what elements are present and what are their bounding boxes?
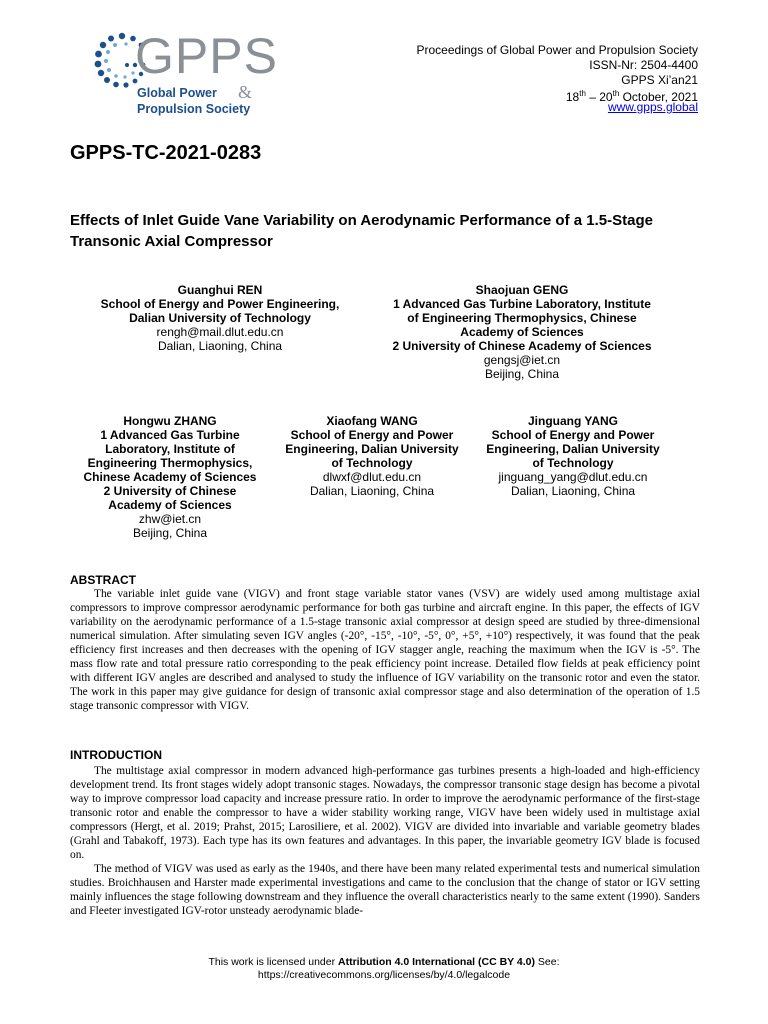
gpps-logo bbox=[92, 28, 278, 120]
author-affiliation-line: Laboratory, Institute of bbox=[105, 442, 235, 456]
author-affiliation-line: 2 University of Chinese Academy of Sciences bbox=[392, 339, 652, 353]
license-url: https://creativecommons.org/licenses/by/4.0/legalcode bbox=[257, 969, 511, 981]
author-affiliation-line: School of Energy and Power bbox=[290, 428, 454, 442]
abstract-body bbox=[70, 587, 700, 713]
paper-id: GPPS-TC-2021-0283 bbox=[70, 142, 262, 164]
author-affiliation-line: Dalian University of Technology bbox=[129, 311, 311, 325]
author-name: Shaojuan GENG bbox=[475, 283, 569, 297]
header-issn: ISSN-Nr: 2504-4400 bbox=[589, 58, 698, 72]
author-affiliation-line: School of Energy and Power bbox=[491, 428, 655, 442]
author-name: Xiaofang WANG bbox=[326, 414, 418, 428]
author-email: gengsj@iet.cn bbox=[483, 353, 561, 367]
author-affiliation-line: School of Energy and Power Engineering, bbox=[100, 297, 340, 311]
author-location: Beijing, China bbox=[484, 367, 560, 381]
license-name: Attribution 4.0 International (CC BY 4.0) bbox=[338, 956, 536, 968]
author-location: Beijing, China bbox=[132, 526, 208, 540]
author-affiliation-line: Engineering, Dalian University bbox=[486, 442, 660, 456]
logo-line1: Global Power bbox=[137, 86, 217, 100]
introduction-body bbox=[70, 764, 700, 918]
author-affiliation-line: 1 Advanced Gas Turbine Laboratory, Institute bbox=[393, 297, 651, 311]
logo-ampersand: & bbox=[238, 82, 253, 102]
introduction-heading: INTRODUCTION bbox=[70, 748, 162, 762]
author-name: Hongwu ZHANG bbox=[123, 414, 217, 428]
author-name: Guanghui REN bbox=[177, 283, 263, 297]
header-date: 18th – 20th October, 2021 bbox=[565, 89, 698, 104]
author-email: dlwxf@dlut.edu.cn bbox=[322, 470, 422, 484]
author-wang bbox=[272, 414, 472, 498]
abstract-text: The variable inlet guide vane (VIGV) and front stage variable stator vanes (VSV) are widely used among multistage axial compressors to improve compressor aerodynamic performance for both gas turbine and aircraft engine. In this paper, the effects of IGV variability on the aerodynamic performance of a 1.5-stage transonic axial compressor at design speed are studied by three-dimensional numerical simulation. After simulating seven IGV angles (-20°, -15°, -10°, -5°, 0°, +5°, +10°) respectively, it was found that the peak efficiency first increases and then decreases with the opening of IGV stagger angle, reaching the maximum when the IGV is -5°. The mass flow rate and total pressure ratio corresponding to the peak efficiency point increase. Detailed flow fields at peak efficiency point with different IGV angles are described and analysed to study the influence of IGV variability on the transonic rotor and even the stator. The work in this paper may give guidance for design of transonic axial compressor stage and also determination of the operation of 1.5 stage transonic compressor with VIGV. bbox=[70, 588, 700, 712]
author-affiliation-line: 2 University of Chinese bbox=[103, 484, 237, 498]
author-affiliation-line: Engineering, Dalian University bbox=[285, 442, 459, 456]
author-affiliation-line: of Technology bbox=[532, 456, 614, 470]
gpps-website-link[interactable]: www.gpps.global bbox=[607, 100, 698, 114]
author-affiliation-line: Chinese Academy of Sciences bbox=[83, 470, 257, 484]
author-zhang bbox=[70, 414, 270, 540]
logo-wordmark: GPPS bbox=[135, 28, 278, 84]
author-email: rengh@mail.dlut.edu.cn bbox=[156, 325, 284, 339]
author-ren bbox=[80, 283, 360, 353]
author-location: Dalian, Liaoning, China bbox=[510, 484, 636, 498]
author-affiliation-line: Academy of Sciences bbox=[108, 498, 232, 512]
paper-title: Effects of Inlet Guide Vane Variability on Aerodynamic Performance of a 1.5-Stage Transonic Axial Compressor bbox=[70, 212, 653, 250]
author-email: zhw@iet.cn bbox=[138, 512, 202, 526]
header-link-wrap bbox=[608, 100, 698, 115]
author-name: Jinguang YANG bbox=[527, 414, 619, 428]
intro-paragraph: The multistage axial compressor in modern advanced high-performance gas turbines presents a high-loaded and high-efficiency development trend. Its front stages widely adopt transonic stages. Nowadays, the compressor transonic stage design has become a pivotal way to improve compressor load capacity and increase pressure ratio. In order to improve the aerodynamic performance of the first-stage transonic rotor and enable the compressor to have a wider stability working range, VIGV have been widely used in multistage axial compressors (Hergt, et al. 2019; Prahst, 2015; Larosiliere, et al. 2002). VIGV are divided into invariable and variable geometry blades (Grahl and Tabakoff, 1973). Each type has its own features and advantages. In this paper, the invariable geometry IGV blade is focused on. bbox=[70, 765, 700, 861]
logo-line2: Propulsion Society bbox=[137, 102, 251, 116]
author-affiliation-line: of Engineering Thermophysics, Chinese bbox=[407, 311, 637, 325]
abstract-heading: ABSTRACT bbox=[70, 573, 136, 587]
header-conference: GPPS Xi’an21 bbox=[621, 73, 698, 87]
author-affiliation-line: Academy of Sciences bbox=[460, 325, 584, 339]
author-email: jinguang_yang@dlut.edu.cn bbox=[498, 470, 648, 484]
author-location: Dalian, Liaoning, China bbox=[157, 339, 283, 353]
header-proceedings: Proceedings of Global Power and Propulsion Society bbox=[416, 43, 698, 57]
author-affiliation-line: 1 Advanced Gas Turbine bbox=[100, 428, 240, 442]
author-affiliation-line: Engineering Thermophysics, bbox=[87, 456, 253, 470]
license-footer: This work is licensed under Attribution 4.0 International (CC BY 4.0) See: https://creativecommons.org/licenses/by/4.0/legalcode bbox=[0, 956, 768, 982]
author-yang bbox=[473, 414, 673, 498]
author-affiliation-line: of Technology bbox=[331, 456, 413, 470]
author-geng bbox=[372, 283, 672, 381]
intro-paragraph: The method of VIGV was used as early as the 1940s, and there have been many related experimental tests and numerical simulation studies. Broichhausen and Harster made experimental investigations and came to the conclusion that the change of stator or IGV setting mainly influences the stage following downstream and they influence the overall characteristics nearly to the same extent (1990). Sanders and Fleeter investigated IGV-rotor unsteady aerodynamic blade- bbox=[70, 863, 700, 917]
author-location: Dalian, Liaoning, China bbox=[309, 484, 435, 498]
